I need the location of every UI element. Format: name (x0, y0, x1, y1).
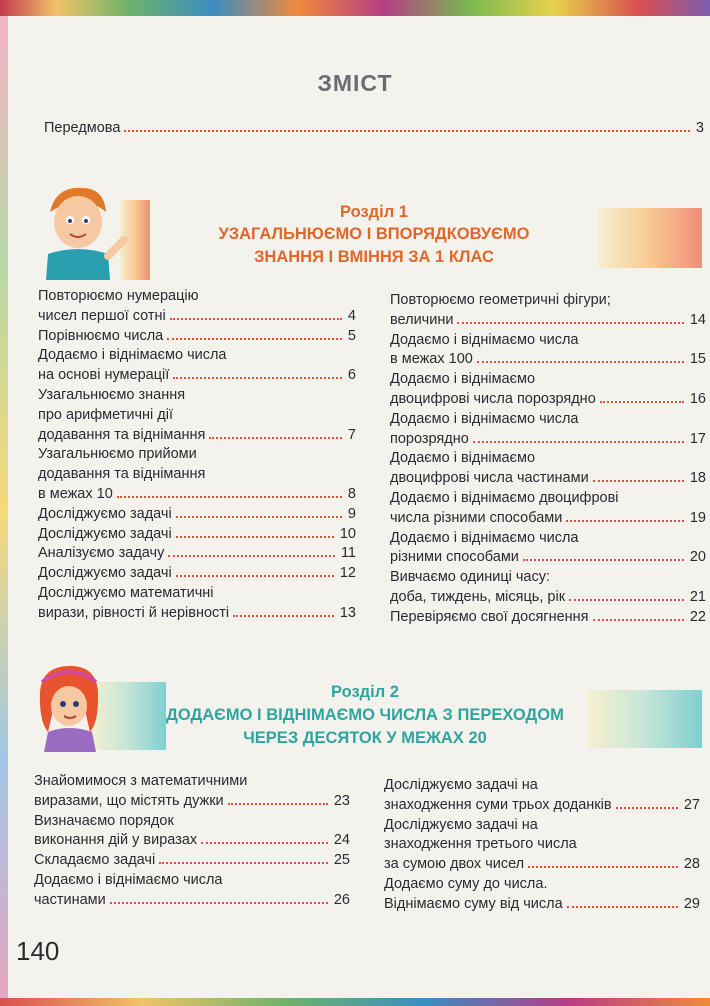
dot-leader (167, 337, 342, 340)
toc-entry-label: додавання та віднімання (38, 466, 206, 483)
toc-entry[interactable] (34, 832, 350, 848)
toc-entry-page: 10 (339, 525, 356, 542)
section2-label: Розділ 2 (331, 683, 399, 701)
dot-leader (523, 558, 684, 561)
toc-entry-label: Досліджуємо задачі (38, 565, 172, 582)
toc-entry-page: 4 (347, 307, 356, 324)
toc-entry[interactable] (38, 427, 356, 443)
toc-entry[interactable] (38, 367, 356, 383)
dot-leader (176, 535, 334, 538)
toc-entry[interactable] (38, 565, 356, 581)
dot-leader (616, 806, 678, 809)
toc-entry[interactable] (390, 312, 706, 328)
toc-entry-label: Додаємо і віднімаємо числа (390, 529, 579, 546)
toc-entry-label: Знайомимося з математичними (34, 773, 248, 789)
toc-entry-line (390, 530, 706, 546)
toc-entry-label: двоцифрові числа частинами (390, 470, 589, 487)
toc-entry-label: різними способами (390, 549, 519, 566)
toc-entry-page: 22 (689, 608, 706, 625)
toc-entry-label: Додаємо і віднімаємо числа (390, 410, 579, 427)
toc-entry[interactable] (390, 351, 706, 367)
toc-entry-label: Повторюємо нумерацію (38, 288, 199, 304)
toc-entry-label: Вивчаємо одиниці часу: (390, 569, 551, 586)
toc-entry[interactable] (38, 545, 356, 561)
toc-entry-line (390, 332, 706, 348)
toc-entry-label: Досліджуємо задачі (38, 525, 172, 542)
toc-entry-page: 21 (689, 589, 706, 605)
toc-entry-label: Додаємо і віднімаємо (390, 371, 536, 388)
dot-leader (159, 861, 328, 864)
toc-entry-preface[interactable] (44, 120, 704, 136)
toc-entry[interactable] (390, 510, 706, 526)
toc-entry-page: 3 (695, 120, 704, 136)
toc-entry-label: про арифметичні дії (38, 406, 173, 423)
toc-entry-page: 7 (347, 426, 356, 443)
toc-entry[interactable] (390, 391, 706, 407)
toc-entry[interactable] (38, 486, 356, 502)
toc-entry-page: 12 (339, 565, 356, 582)
toc-entry-label: доба, тиждень, місяць, рік (390, 589, 566, 605)
toc-entry-label: числа різними способами (390, 509, 563, 526)
dot-leader (477, 360, 684, 363)
toc-entry-label: в межах 10 (38, 486, 113, 502)
dot-leader (593, 479, 684, 482)
toc-entry[interactable] (390, 609, 706, 625)
dot-leader (567, 905, 678, 908)
toc-entry-label: Узагальнюємо прийоми (38, 446, 197, 463)
toc-entry-label: виразами, що містять дужки (34, 792, 224, 809)
toc-entry-label: Визначаємо порядок (34, 812, 174, 829)
toc-entry[interactable] (390, 431, 706, 447)
toc-entry-label: Досліджуємо математичні (38, 585, 214, 601)
section1-gradient-right (598, 208, 702, 268)
section1-title-line2: ЗНАННЯ І ВМІННЯ ЗА 1 КЛАС (254, 248, 494, 266)
page-number: 140 (16, 936, 60, 966)
dot-leader (593, 618, 684, 621)
dot-leader (528, 865, 678, 868)
toc-entry-page: 16 (689, 391, 706, 407)
toc-entry-line (390, 292, 706, 308)
decorative-bottom-band (0, 998, 710, 1006)
toc-entry[interactable] (38, 328, 356, 344)
toc-entry[interactable] (384, 797, 700, 813)
toc-entry-page: 28 (683, 856, 700, 873)
toc-entry-label: Порівнюємо числа (38, 327, 164, 344)
toc-entry-line (34, 813, 350, 829)
toc-entry-line (38, 387, 356, 403)
toc-entry-label: виконання дій у виразах (34, 832, 198, 849)
toc-entry-label: Передмова (44, 120, 121, 136)
dot-leader (176, 515, 342, 518)
dot-leader (600, 400, 684, 403)
girl-illustration (34, 660, 104, 752)
dot-leader (110, 901, 328, 904)
toc-entry-page: 8 (347, 486, 356, 502)
dot-leader (176, 574, 334, 577)
dot-leader (233, 614, 334, 617)
toc-entry-line (34, 773, 350, 789)
toc-entry-label: Досліджуємо задачі на (384, 777, 538, 793)
toc-entry-line (38, 407, 356, 423)
toc-entry-label: Повторюємо геометричні фігури; (390, 292, 611, 308)
toc-entry-page: 24 (333, 832, 350, 849)
toc-entry-line (38, 466, 356, 482)
toc-entry-label: порозрядно (390, 430, 469, 447)
toc-entry-label: додавання та віднімання (38, 426, 206, 443)
toc-entry[interactable] (384, 856, 700, 872)
toc-entry[interactable] (38, 526, 356, 542)
toc-entry-line (384, 836, 700, 852)
dot-leader (117, 495, 342, 498)
toc-entry-page: 5 (347, 327, 356, 344)
toc-entry-page: 27 (683, 796, 700, 813)
toc-entry-label: чисел першої сотні (38, 307, 166, 324)
dot-leader (124, 129, 690, 132)
toc-entry-label: за сумою двох чисел (384, 856, 525, 873)
toc-entry-label: в межах 100 (390, 351, 473, 368)
toc-entry-label: двоцифрові числа порозрядно (390, 391, 596, 407)
dot-leader (201, 841, 328, 844)
toc-entry-page: 9 (347, 505, 356, 522)
toc-entry-label: Досліджуємо задачі (38, 505, 172, 522)
toc-entry-label: Додаємо і віднімаємо двоцифрові (390, 490, 619, 506)
dot-leader (457, 321, 683, 324)
toc-entry-page: 15 (689, 351, 706, 368)
toc-entry-page: 29 (683, 895, 700, 912)
boy-illustration (32, 180, 128, 280)
toc-entry-label: Узагальнюємо знання (38, 387, 186, 403)
toc-entry-label: на основі нумерації (38, 367, 170, 384)
toc-entry-label: знаходження суми трьох доданків (384, 796, 612, 813)
toc-entry-line (38, 446, 356, 462)
toc-entry[interactable] (384, 896, 700, 912)
toc-entry-page: 19 (689, 509, 706, 526)
toc-entry-line (38, 347, 356, 363)
toc-entry-label: Віднімаємо суму від числа (384, 895, 563, 912)
section2-title-line2: ЧЕРЕЗ ДЕСЯТОК У МЕЖАХ 20 (243, 729, 487, 747)
toc-entry[interactable] (38, 308, 356, 324)
toc-entry-line (384, 876, 700, 892)
toc-entry-page: 14 (689, 311, 706, 328)
toc-entry[interactable] (38, 605, 356, 621)
toc-entry-line (390, 450, 706, 466)
toc-entry-label: Перевіряємо свої досягнення (390, 608, 589, 625)
toc-entry-line (390, 371, 706, 387)
dot-leader (170, 317, 342, 320)
toc-entry[interactable] (390, 549, 706, 565)
toc-entry-label: величини (390, 311, 454, 328)
section2-gradient-right (588, 690, 702, 748)
page-title: ЗМІСТ (317, 70, 393, 96)
toc-entry-line (384, 777, 700, 793)
toc-entry[interactable] (34, 793, 350, 809)
decorative-top-band (0, 0, 710, 16)
toc-entry-line (390, 490, 706, 506)
toc-entry-line (390, 569, 706, 585)
toc-entry-page: 18 (689, 470, 706, 487)
toc-entry-line (38, 288, 356, 304)
toc-entry-page: 6 (347, 367, 356, 384)
toc-entry-label: Додаємо і віднімаємо (390, 450, 536, 467)
toc-entry-page: 17 (689, 430, 706, 447)
dot-leader (209, 436, 342, 439)
toc-entry[interactable] (34, 852, 350, 868)
section1-label: Розділ 1 (340, 203, 408, 221)
dot-leader (168, 554, 335, 557)
toc-entry-line (390, 411, 706, 427)
dot-leader (473, 440, 684, 443)
toc-entry[interactable] (390, 470, 706, 486)
toc-entry-label: Додаємо і віднімаємо числа (34, 872, 223, 888)
toc-entry-label: Додаємо і віднімаємо числа (390, 331, 579, 348)
toc-entry[interactable] (390, 589, 706, 605)
toc-entry-page: 13 (339, 604, 356, 621)
toc-entry-label: знаходження третього числа (384, 836, 577, 853)
toc-entry-page: 20 (689, 549, 706, 566)
section1-title-line1: УЗАГАЛЬНЮЄМО І ВПОРЯДКОВУЄМО (218, 225, 530, 243)
toc-entry-label: Аналізуємо задачу (38, 545, 165, 562)
toc-entry-label: Додаємо і віднімаємо числа (38, 347, 227, 364)
toc-entry-label: частинами (34, 891, 106, 908)
toc-entry-line (384, 817, 700, 833)
decorative-left-band (0, 16, 8, 1006)
dot-leader (569, 598, 684, 601)
dot-leader (228, 802, 328, 805)
toc-entry-line (38, 585, 356, 601)
toc-entry-label: Досліджуємо задачі на (384, 816, 538, 833)
toc-entry-page: 26 (333, 891, 350, 908)
toc-entry[interactable] (38, 506, 356, 522)
toc-entry-page: 25 (333, 852, 350, 869)
dot-leader (173, 376, 342, 379)
section2-title-line1: ДОДАЄМО І ВІДНІМАЄМО ЧИСЛА З ПЕРЕХОДОМ (166, 706, 564, 724)
dot-leader (566, 519, 684, 522)
toc-entry[interactable] (34, 892, 350, 908)
toc-entry-page: 23 (333, 792, 350, 809)
toc-entry-label: вирази, рівності й нерівності (38, 604, 230, 621)
toc-entry-line (34, 872, 350, 888)
toc-entry-label: Додаємо суму до числа. (384, 876, 548, 892)
toc-entry-page: 11 (340, 545, 356, 562)
toc-entry-label: Складаємо задачі (34, 852, 156, 869)
